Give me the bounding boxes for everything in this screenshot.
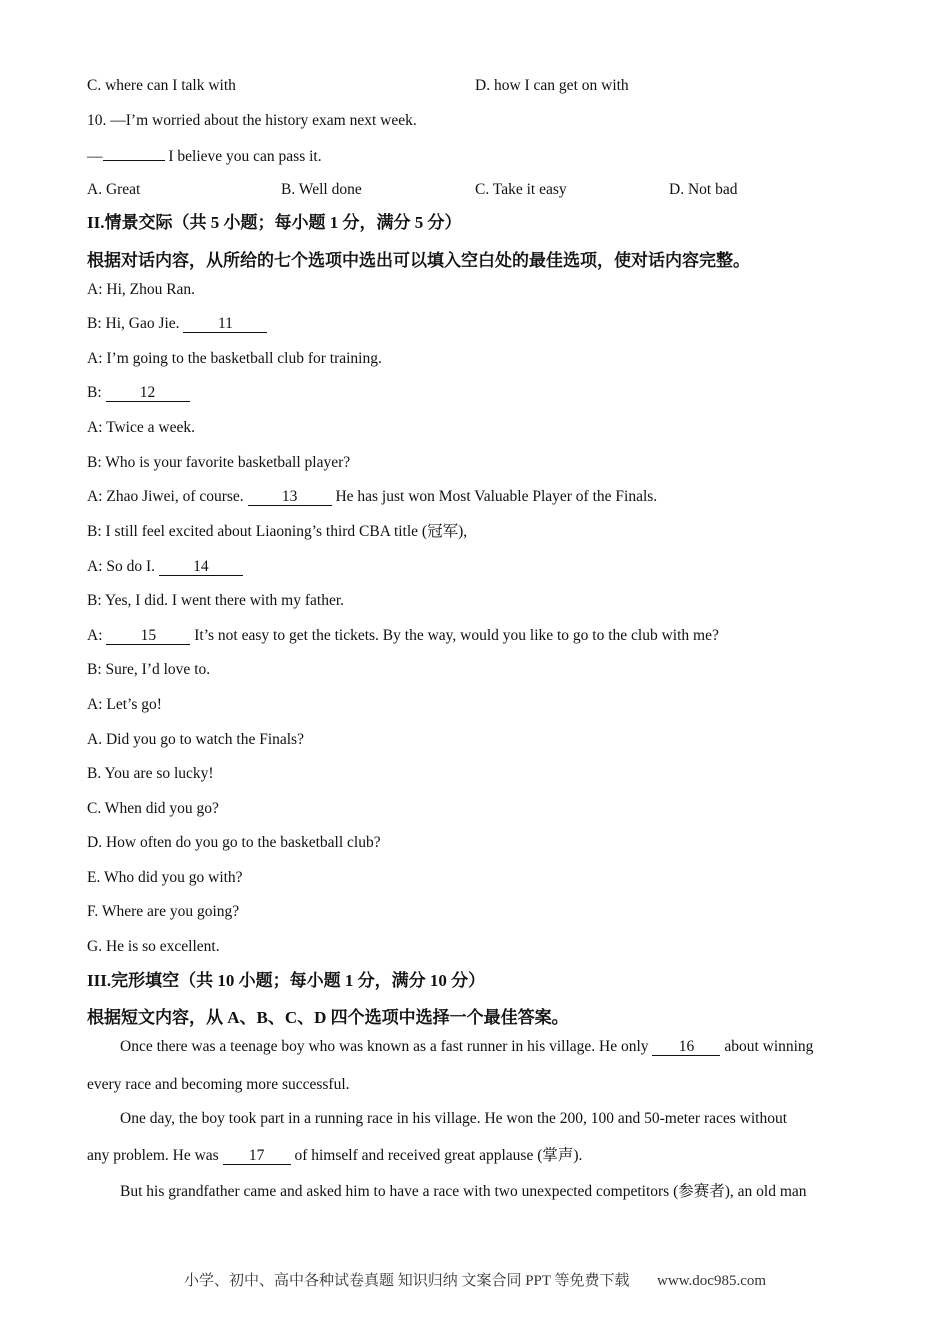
section2-option-e: E. Who did you go with?	[87, 869, 243, 886]
q10-stem: 10. —I’m worried about the history exam next week.	[87, 112, 417, 129]
blank-17: 17	[223, 1147, 291, 1165]
dialogue-line-12: B: Sure, I’d love to.	[87, 661, 211, 678]
dialogue-line-8: B: I still feel excited about Liaoning’s third CBA title (冠军),	[87, 523, 468, 540]
q9-option-c: C. where can I talk with	[87, 77, 236, 94]
passage-para-2-cont-rest: of himself and received great applause (掌声).	[290, 1147, 583, 1164]
passage-para-2-cont-text: any problem. He was	[87, 1147, 223, 1164]
passage-para-2: One day, the boy took part in a running race in his village. He won the 200, 100 and 50-meter races without	[120, 1110, 788, 1127]
section3-heading: III.完形填空（共 10 小题；每小题 1 分，满分 10 分）	[87, 971, 486, 990]
page-footer	[0, 1269, 950, 1290]
passage-para-1-rest: about winning	[720, 1038, 814, 1055]
footer-text: 小学、初中、高中各种试卷真题 知识归纳 文案合同 PPT 等免费下载	[183, 1273, 630, 1289]
dialogue-line-9-text: A: So do I.	[87, 558, 159, 575]
dialogue-line-10: B: Yes, I did. I went there with my father.	[87, 592, 345, 609]
dialogue-line-4	[87, 383, 190, 403]
passage-para-2-cont	[87, 1146, 582, 1166]
dialogue-line-11-rest: It’s not easy to get the tickets. By the way, would you like to go to the club with me?	[190, 627, 719, 644]
dialogue-line-11-text: A:	[87, 627, 107, 644]
blank-16: 16	[652, 1038, 720, 1056]
footer-url: www.doc985.com	[657, 1273, 767, 1289]
section2-option-g: G. He is so excellent.	[87, 938, 220, 955]
blank-11: 11	[183, 315, 267, 333]
dialogue-line-2-text: B: Hi, Gao Jie.	[87, 315, 184, 332]
dialogue-line-11	[87, 626, 719, 646]
section3-instruction: 根据短文内容，从 A、B、C、D 四个选项中选择一个最佳答案。	[87, 1008, 569, 1027]
passage-para-1-cont: every race and becoming more successful.	[87, 1076, 350, 1093]
blank-15: 15	[106, 627, 190, 645]
q10-reply-text: I believe you can pass it.	[164, 148, 322, 165]
passage-para-1	[120, 1037, 813, 1057]
section2-option-c: C. When did you go?	[87, 800, 219, 817]
dialogue-line-5: A: Twice a week.	[87, 419, 195, 436]
section2-option-d: D. How often do you go to the basketball club?	[87, 834, 381, 851]
dialogue-line-7-text: A: Zhao Jiwei, of course.	[87, 488, 248, 505]
q10-reply-dash: —	[87, 148, 103, 165]
q9-option-d: D. how I can get on with	[475, 77, 629, 94]
section2-option-a: A. Did you go to watch the Finals?	[87, 731, 304, 748]
dialogue-line-7	[87, 487, 657, 507]
q10-option-a: A. Great	[87, 181, 141, 198]
q10-option-d: D. Not bad	[669, 181, 738, 198]
section2-heading: II.情景交际（共 5 小题；每小题 1 分，满分 5 分）	[87, 213, 462, 232]
dialogue-line-2	[87, 314, 267, 334]
dialogue-line-7-rest: He has just won Most Valuable Player of the Finals.	[331, 488, 658, 505]
dialogue-line-13: A: Let’s go!	[87, 696, 162, 713]
dialogue-line-3: A: I’m going to the basketball club for training.	[87, 350, 382, 367]
section2-option-f: F. Where are you going?	[87, 903, 240, 920]
blank-13: 13	[248, 488, 332, 506]
dialogue-line-1: A: Hi, Zhou Ran.	[87, 281, 196, 298]
section2-option-b: B. You are so lucky!	[87, 765, 214, 782]
q10-answer-blank	[103, 145, 165, 161]
passage-para-1-text: Once there was a teenage boy who was known as a fast runner in his village. He only	[120, 1038, 653, 1055]
dialogue-line-9	[87, 557, 243, 577]
q10-reply	[87, 145, 322, 167]
section2-instruction: 根据对话内容，从所给的七个选项中选出可以填入空白处的最佳选项，使对话内容完整。	[87, 251, 750, 270]
q10-option-b: B. Well done	[281, 181, 362, 198]
dialogue-line-4-text: B:	[87, 384, 106, 401]
dialogue-line-6: B: Who is your favorite basketball player?	[87, 454, 351, 471]
q10-option-c: C. Take it easy	[475, 181, 567, 198]
blank-14: 14	[159, 558, 243, 576]
passage-para-3: But his grandfather came and asked him to have a race with two unexpected competitors (参赛者), an old man	[120, 1183, 807, 1200]
blank-12: 12	[106, 384, 190, 402]
